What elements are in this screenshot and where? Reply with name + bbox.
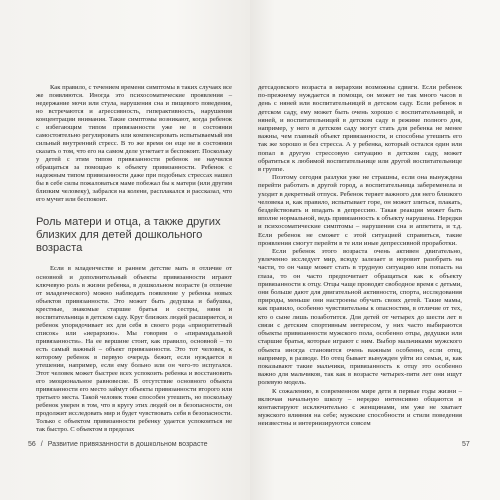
right-paragraph-2: Поэтому сегодня разлуки уже не страшны, если она вынуждена перейти работать в другой город, а воспитательница забеременела и уходит в декретный отпуск. Ребенок теряет важного для него близкого человека и, как правило, испытывает горе, он может злиться, плакать, бездействовать и впадать в депрессию. Такая реакция может быть вполне нормальной, ведь привязанность к объекту нарушена. Нередки и психосоматические симптомы – нарушения сна и аппетита, и т.д. Если ребенок не сможет с этой ситуацией справиться, такие проявления смогут перейти в те или иные депрессивной проработки. xyxy=(258,174,462,247)
right-paragraph-3: Если ребенок этого возраста очень активен двигательно, увлеченно исследует мир, всюду залезает и норовит разобрать на части, то он чаще может стать в трудную ситуацию или попасть на глаза, то он часто предпочитает обращаться как к объекту привязанности к отцу. Отцы чаще проводят свободное время с детьми, они больше дают для двигательной активности, спорта, исследования природы, меньше они настроены обучать своих детей. Такие мамы, как правило, особенно чувствительны к опасностям, в отличие от тех, кто о сыне лишь позаботится. Для детей от четырех до шести лет в связи с детским спортивным интересом, у них часто выбираются объекты привязанности мужского пола, особенно отцы, дедушки или старшие братья, которые играют с ним. Выбор мальчиками мужского объекта иногда становится очень важным особенно, если отец, например, в разводе. Но отец бывает вынужден уйти из семьи, и, как показывают такие мальчики, привязанность к отцу это особенно важно для мальчиков, так как в возрасте четырех-пяти лет они ищут ролевую модель. xyxy=(258,248,462,387)
left-page-footer xyxy=(28,441,207,448)
right-page-text-column xyxy=(258,84,462,429)
right-paragraph-4: К сожалению, в современном мире дети в первые годы жизни – включая начальную школу – нередко интенсивно общаются и контактируют исключительно с женщинами, им уже не хватает мужского влияния на себе; мужские способности и стили поведения неизвестны и интернизируются совсем xyxy=(258,387,462,428)
right-page-number: 57 xyxy=(462,441,470,448)
left-page-number: 56 xyxy=(28,441,36,448)
left-paragraph-2: Если в младенчестве и раннем детстве мать в отличие от основной и дополнительный объекты привязанности играют ключевую роль в жизни ребенка, в дошкольном возрасте (в отличие от младенческого) можно наблюдать появление у ребенка новых объектов привязанности. Это может быть дедушка и бабушка, крестные, знакомые старшие братья и сестры, няня и воспитательница в детском саду. Круг близких людей расширяется, и ребенок упорядочивает их для себя в своего рода «приоритетный список» или «иерархию». Мы говорим о «пирамидальной привязанности». На ее вершине стоит, как правило, основной – то есть самый важный – объект привязанности. Это тот человек, к которому ребенок в первую очередь бежит, если нуждается в утешении, например, если ему больно или он чего-то испугался. Этот человек может быстрее всех успокоить ребенка и восстановить его эмоциональное равновесие. В отсутствие основного объекта привязанности его место займут объекты привязанности второго или третьего места. Такой человек тоже способен утешить, но поскольку ребенок уверен в том, что в кругу этих людей он в безопасности, он продолжит исследовать мир и будет чувствовать себя в безопасности. Только с объектом привязанности ребенку удается успокоиться не так быстро. С объектом в пределах xyxy=(36,265,232,434)
left-paragraph-1: Как правило, с течением времени симптомы в таких случаях все же появляются. Иногда это психосоматические проявления – недержание мочи или стула, нарушения сна и пищевого поведения, но встречаются и агрессивность, гиперактивность, нарушения концентрации внимания. Такие симптомы возникают, когда ребенок с избегающим типом привязанности уже не в состоянии самостоятельно регулировать или компенсировать испытываемый им сильный внутренний стресс. В то же время он еще не в состоянии сказать о том, что его на самом деле угнетает и беспокоит. Поскольку у детей с этим типом привязанности ребенок не научился обращаться за помощью к объекту привязанности. Ребенок с надежным типом привязанности даже при подобных стрессах нашел бы в себе силы пожаловаться маме побежал бы к матери (или другим близким человеку), забрался на колени, расплакался и рассказал, что его мучит или беспокоит. xyxy=(36,84,232,204)
running-title: Развитие привязанности в дошкольном возрасте xyxy=(47,441,208,448)
right-page-footer xyxy=(462,441,470,448)
right-paragraph-1: детсадовского возраста в иерархии возможны сдвиги. Если ребенок по-прежнему нуждается в помощи, он может не так много часов в день с няней или воспитательницей в детском саду. Если ребенок в детском саду, ему может быть очень хорошо с воспитательницей, и няней, и воспитательницей в детском саду в режиме полного дня, например, у него в детском саду могут стать для ребенка не менее важны, чем главный объект привязанности, и способны утешить его так же хорошо и без стресса. А у ребенка, который остался один или попал в другую стрессовую ситуацию в детском саду, может обратиться к любимой воспитательнице или другой воспитательнице в группе. xyxy=(258,84,462,174)
footer-separator: / xyxy=(40,441,43,448)
left-page-text-column xyxy=(36,84,232,434)
section-heading: Роль матери и отца, а также других близких для детей дошкольного возраста xyxy=(36,216,221,255)
